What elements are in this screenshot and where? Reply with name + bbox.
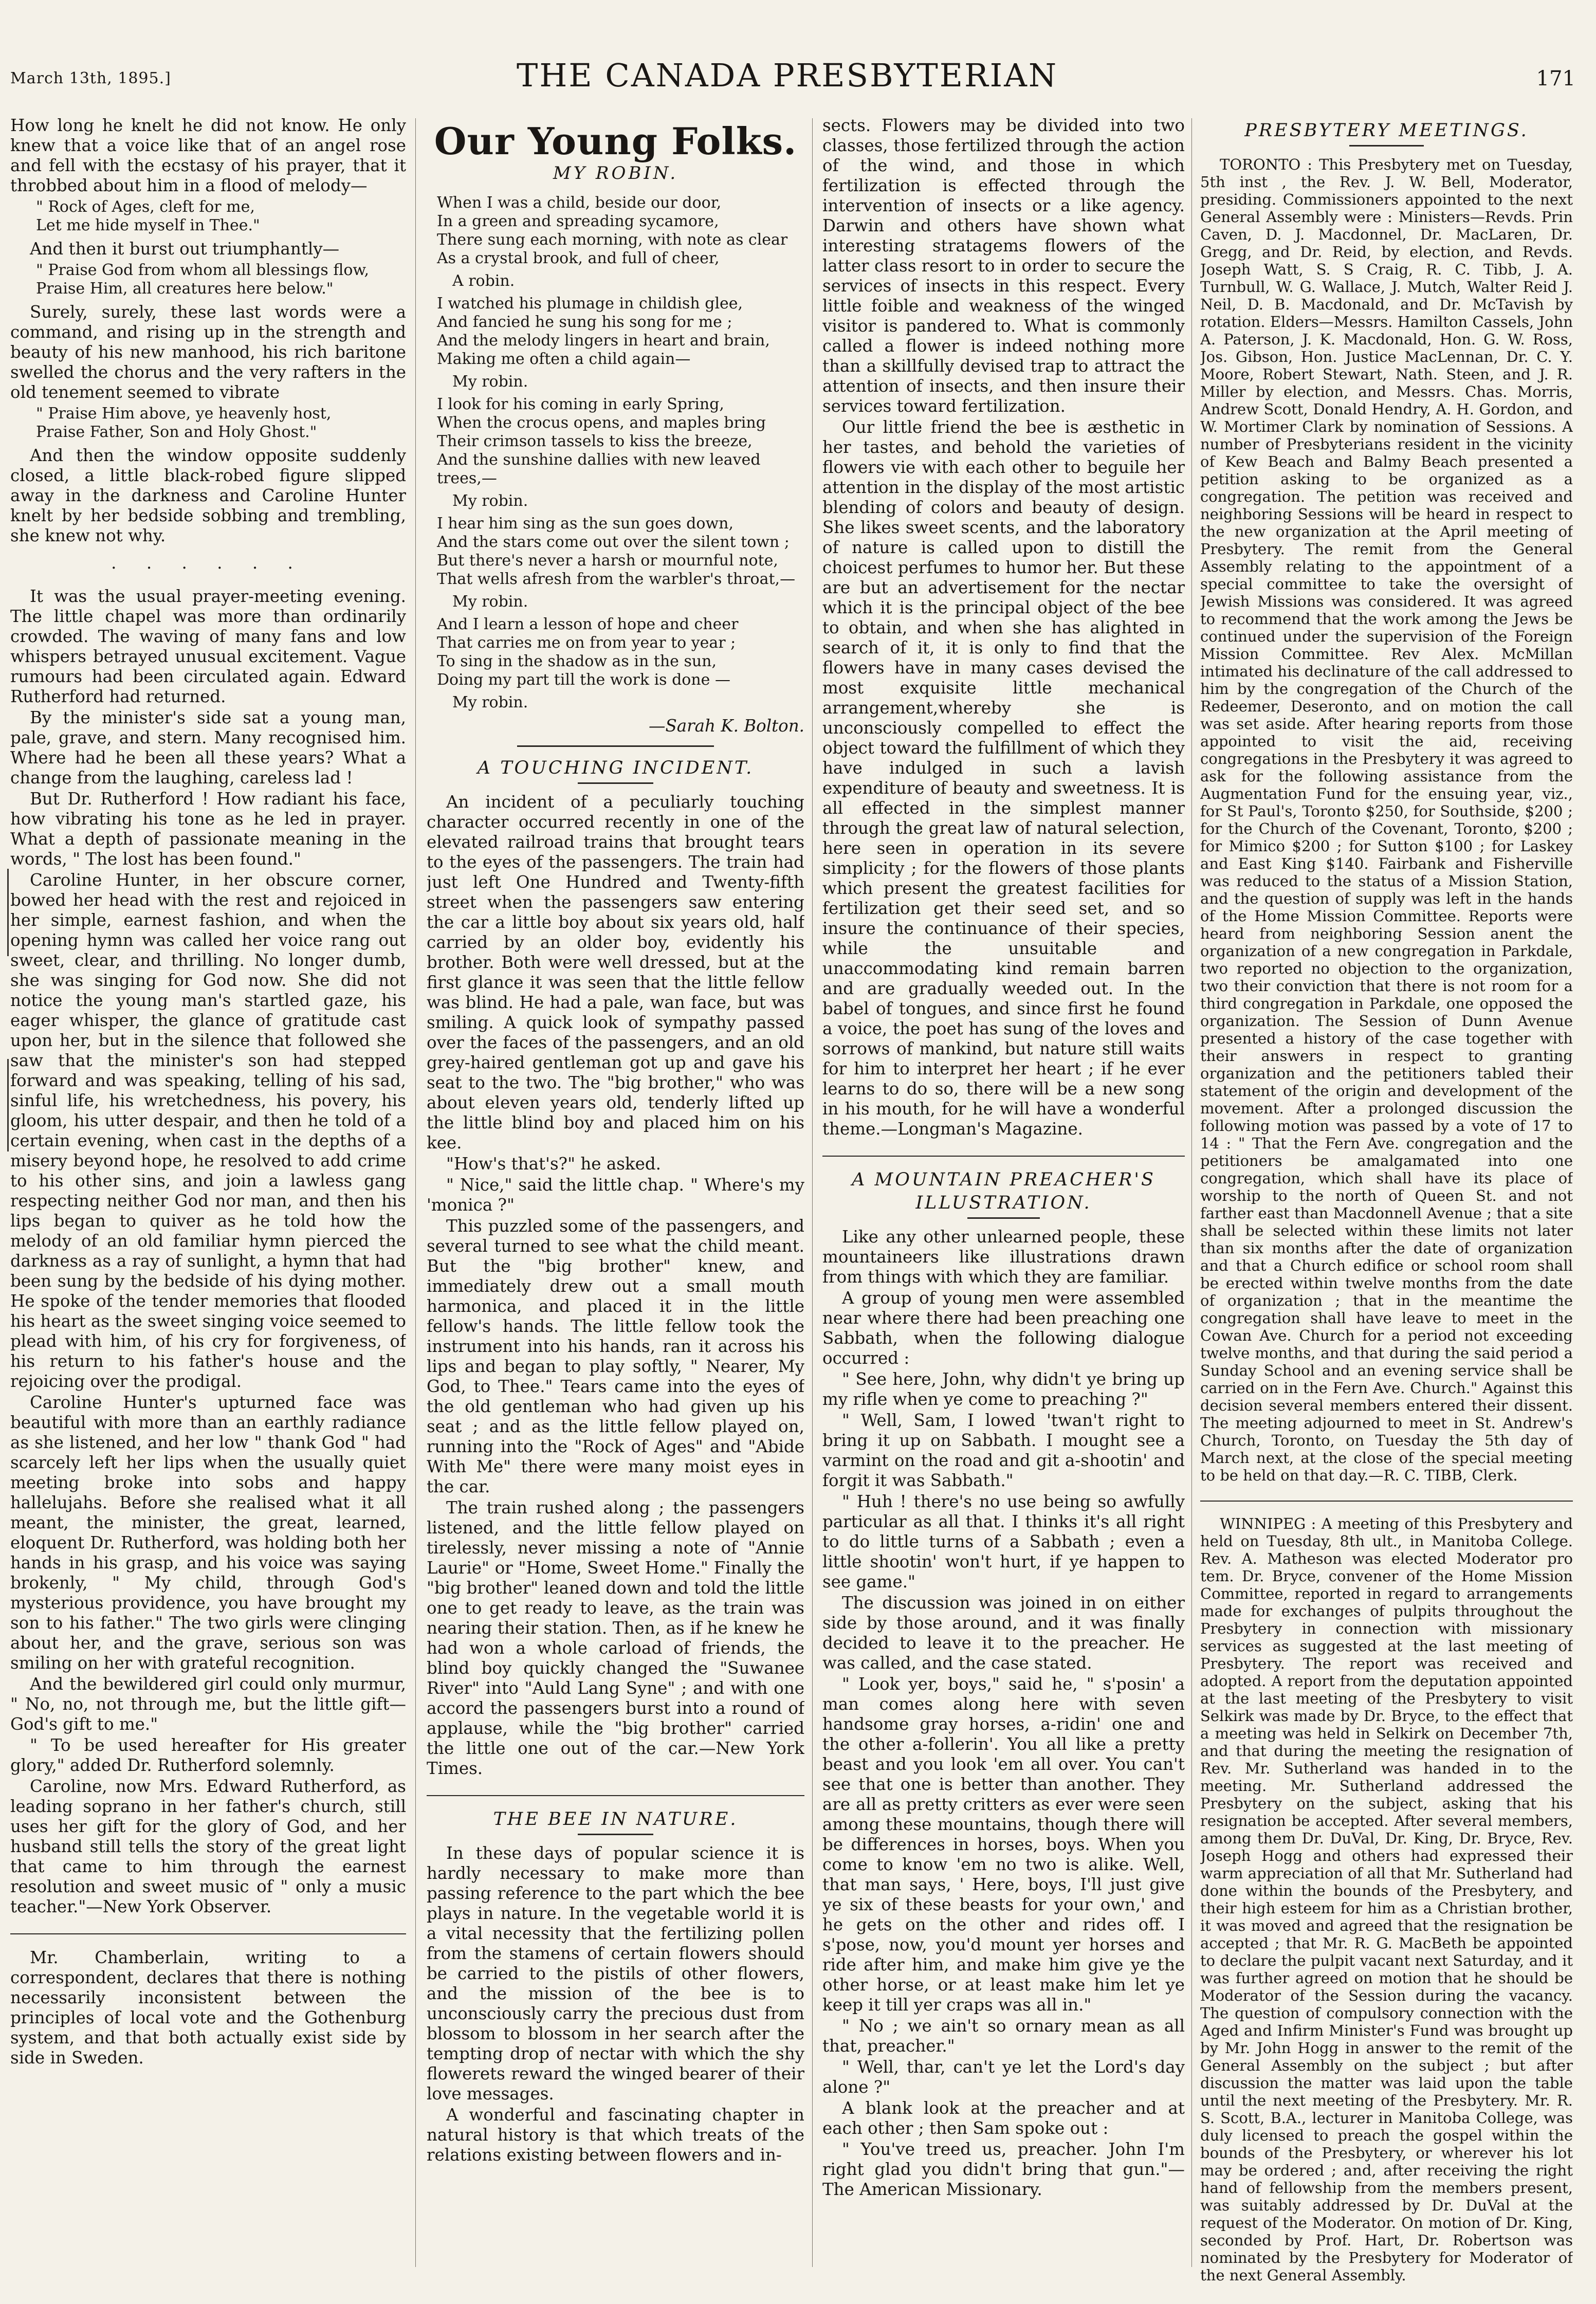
report-paragraph: TORONTO : This Presbytery met on Tuesday, 5th inst , the Rev. J. W. Bell, Moderator, presiding. Commissioners appointed to the next General Assembly were : Ministers—Revds. Prin Caven, D. J. Macdonnel, Dr. MacLaren, Dr. Gregg, and Dr. Reid, by election, and Revds. Joseph Watt, S. S Craig, R. C. Tibb, J. A. Turnbull, W. G. Wallace, J. Mutch, Walter Reid J. Neil, D. B. Macdonald, and Dr. McTavish by rotation. Elders—Messrs. Hamilton Cassels, John A. Paterson, J. K. Macdonald, Hon. G. W. Ross, Jos. Gibson, Hon. Justice MacLennan, Dr. C. Y. Moore, Robert Stewart, Nath. Steen, and J. R. Miller by election, and Messrs. Chas. Morris, Andrew Scott, Donald Hendry, A. H. Gordon, and W. Mortimer Clark by nomination of Sessions. A number of Presbyterians resident in the vicinity of Kew Beach and Balmy Beach presented a petition asking to be organized as a congregation. The petition was received and neighboring Sessions will be heard in respect to the new organization at the April meeting of Presbytery. The remit from the General Assembly relating to the appointment of a special committee to take the oversight of Jewish Missions was considered. It was agreed to recommend that the work among the Jews be continued under the supervision of the Foreign Mission Committee. Rev Alex. McMillan intimated his declinature of the call addressed to him by the congregation of the Church of the Redeemer, Deseronto, and on motion the call was set aside. After hearing reports from those appointed to visit the aid, receiving congregations in the Presbytery it was agreed to ask for the following assistance from the Augmentation Fund for the ensuing year, viz., for St Paul's, Toronto $250, for Southside, $200 ; for the Church of the Covenant, Toronto, $200 ; for Mimico $200 ; for Sutton $100 ; for Laskey and East King $140. Fairbank and Fisherville was reduced to the status of a Mission Station, and the question of supply was left in the hands of the Home Mission Committee. Reports were heard from neighboring Session anent the organization of a new congregation in Parkdale, two reported no objection to the organization, two their conviction that there is not room for a third congregation in Parkdale, one opposed the organization. The Session of Dunn Avenue presented a history of the case together with their answers in respect to granting organization and the petitioners tabled their statement of the origin and development of the movement. After a prolonged discussion the following motion was passed by a vote of 17 to 14 : " That the Fern Ave. congregation and the petitioners be amalgamated into one congregation, which shall have its place of worship to the north of Queen St. and not farther east than Macdonnell Avenue ; that a site shall be selected within these limits not later than six months after the date of organization and that a Church edifice or school room shall be erected within twelve months from the date of organization ; that in the meantime the congregation shall have leave to meet in the Cowan Ave. Church for a period not exceeding twelve months, and that during the said period a Sunday School and an evening service shall be carried on in the Fern Ave. Church." Against this decision several members entered their dissent. The meeting adjourned to meet in St. Andrew's Church, Toronto, on Tuesday the 5th day of March next, at the close of the special meeting to be held on that day.—R. C. TIBB, Clerk. <box>1200 156 1573 1484</box>
poem-refrain: My robin. <box>452 693 528 711</box>
article-title-line-2: ILLUSTRATION. <box>915 1193 1092 1213</box>
story-paragraph: And the bewildered girl could only murmur, " No, no, not through me, but the little gift—God's gift to me." <box>10 1674 406 1734</box>
article-paragraph: " Well, thar, can't ye let the Lord's day alone ?" <box>822 2057 1185 2097</box>
report-paragraph: WINNIPEG : A meeting of this Presbytery and held on Tuesday, 8th ult., in Manitoba College. Rev. A. Matheson was elected Moderator pro tem. Dr. Bryce, convener of the Home Mission Committee, reported in regard to arrangements made for exchanges of pulpits throughout the Presbytery in connection with missionary services as suggested at the last meeting of Presbytery. The report was received and adopted. A report from the deputation appointed at the last meeting of the Presbytery to visit Selkirk was made by Dr. Bryce, to the effect that a meeting was held in Selkirk on December 7th, and that during the meeting the resignation of Rev. Mr. Sutherland was handed in to the meeting. Mr. Sutherland addressed the Presbytery on the subject, asking that his resignation be accepted. After several members, among them Dr. DuVal, Dr. King, Dr. Bryce, Rev. Joseph Hogg and others had expressed their warm appreciation of all that Mr. Sutherland had done within the bounds of the Presbytery, and their high esteem for him as a Christian brother, it was moved and agreed that the resignation be accepted ; that Mr. R. G. MacBeth be appointed to declare the pulpit vacant next Saturday, and it was further agreed on motion that he should be Moderator of the Session during the vacancy. The question of compulsory connection with the Aged and Infirm Minister's Fund was brought up by Mr. John Hogg in answer to the remit of the General Assembly on the subject ; but after discussion the matter was laid upon the table until the next meeting of the Presbytery. Mr. R. S. Scott, B.A., lecturer in Manitoba College, was duly licensed to preach the gospel within the bounds of the Presbytery, or wherever his lot may be ordered ; and, after receiving the right hand of fellowship from the members present, was suitably addressed by Dr. DuVal at the request of the Moderator. On motion of Dr. King, seconded by Prof. Hart, Dr. Robertson was nominated by the Presbytery for Moderator of the next General Assembly. <box>1200 1515 1573 2284</box>
column-heading: PRESBYTERY MEETINGS. <box>1244 120 1529 141</box>
article-paragraph: The train rushed along ; the passengers listened, and the little fellow played on tirelessly, never missing a note of "Annie Laurie" or "Home, Sweet Home." Finally the "big brother" leaned down and told the little one to get ready to leave, as the train was nearing their station. Then, as if he knew he had won a whole carload of friends, the blind boy quickly changed the "Suwanee River" into "Auld Lang Syne" ; and with one accord the passengers burst into a round of applause, while the "big brother" carried the little one out of the car.—New York Times. <box>427 1498 804 1778</box>
hymn-quote: " Rock of Ages, cleft for me, Let me hide myself in Thee." <box>36 198 260 234</box>
story-paragraph: And then the window opposite suddenly closed, a little black-robed figure slipped away in the darkness and Caroline Hunter knelt by her bedside sobbing and trembling, she knew not why. <box>10 446 406 545</box>
column-4 <box>1200 116 1573 2285</box>
article-paragraph: A blank look at the preacher and at each other ; then Sam spoke out : <box>822 2098 1185 2138</box>
article-paragraph: " Nice," said the little chap. " Where's my 'monica ?" <box>427 1175 804 1215</box>
article-paragraph: In these days of popular science it is hardly necessary to make more than passing reference to the part which the bee plays in nature. In the vegetable world it is a vital necessity that the fertilizing pollen from the stamens of certain flowers should be carried to the pistils of other flowers, and the mission of the bee is to unconsciously carry the precious dust from blossom to blossom in her search after the tempting drop of nectar with which the shy flowerets reward the winged bearer of their love messages. <box>427 1843 804 2104</box>
article-paragraph: An incident of a peculiarly touching character occurred recently in one of the elevated railroad trains that brought tears to the eyes of the passengers. The train had just left One Hundred and Twenty-fifth street when the passengers saw entering the car a little boy about six years old, half carried by an older boy, evidently his brother. Both were well dressed, but at the first glance it was seen that the little fellow was blind. He had a pale, wan face, but was smiling. A quick look of sympathy passed over the faces of the passengers, and an old grey-haired gentleman got up and gave his seat to the two. The "big brother," who was about eleven years old, tenderly lifted up the little blind boy and placed him on his kee. <box>427 792 804 1153</box>
poem-title: MY ROBIN. <box>553 163 678 184</box>
story-paragraph: How long he knelt he did not know. He only knew that a voice like that of an angel rose and fell with the ecstasy of his prayer, that it throbbed about him in a flood of melody— <box>10 116 406 195</box>
article-paragraph: " No ; we ain't so ornary mean as all that, preacher." <box>822 2016 1185 2056</box>
article-paragraph: Our little friend the bee is æsthetic in her tastes, and behold the varieties of flowers vie with each other to beguile her attention in the display of the most artistic blending of colors and beauty of design. She likes sweet scents, and the laboratory of nature is called upon to distill the choicest perfumes to humor her. But these are but an advertisement for the nectar which it is the principal object of the bee to obtain, and when she has alighted in search of it, it is only to find that the flowers have in many cases devised the most exquisite little mechanical arrangement,whereby she is unconsciously compelled to effect the object toward the fulfillment of which they have indulged in such a lavish expenditure of beauty and sweetness. It is all effected in the simplest manner through the great law of natural selection, here seen in operation in its severe simplicity ; for the flowers of those plants which present the greatest facilities for fertilization get their seed set, and so insure the continuance of their species, while the unsuitable and unaccommodating kind remain barren and are gradually weeded out. In the babel of tongues, and since first he found a voice, the poet has sung of the loves and sorrows of mankind, but nature still waits for him to interpret her heart ; if he ever learns to do so, there will be a new song in his mouth, for he will have a wonderful theme.—Longman's Magazine. <box>822 417 1185 1139</box>
article-paragraph: " Well, Sam, I lowed 'twan't right to bring it up on Sabbath. I mought see a varmint on the road and git a-shootin' and forgit it was Sabbath." <box>822 1411 1185 1490</box>
hymn-quote: " Praise Him above, ye heavenly host, Praise Father, Son and Holy Ghost." <box>36 405 332 441</box>
divider <box>10 1933 406 1934</box>
column-rule-3 <box>1191 118 1192 2267</box>
article-paragraph: " You've treed us, preacher. John I'm right glad you didn't bring that gun."—The American Missionary. <box>822 2140 1185 2199</box>
newspaper-title: THE CANADA PRESBYTERIAN <box>517 57 1058 94</box>
story-paragraph: It was the usual prayer-meeting evening. The little chapel was more than ordinarily crowded. The waving of many fans and low whispers betrayed unusual excitement. Vague rumours had been circulated again. Edward Rutherford had returned. <box>10 587 406 706</box>
divider <box>1349 145 1424 147</box>
section-heading: Our Young Folks. <box>434 119 797 163</box>
story-paragraph: But Dr. Rutherford ! How radiant his face, how vibrating his tone as he led in prayer. What a depth of passionate meaning in the words, " The lost has been found." <box>10 789 406 869</box>
divider <box>822 1156 1185 1157</box>
article-paragraph: " See here, John, why didn't ye bring up my rifle when ye come to preaching ?" <box>822 1369 1185 1409</box>
divider <box>427 1795 804 1796</box>
article-paragraph: "How's that's?" he asked. <box>446 1154 661 1174</box>
article-paragraph: sects. Flowers may be divided into two classes, those fertilized through the action of the wind, and those in which fertilization is effected through the intervention of insects or a like agency. Darwin and others have shown what interesting stratagems flowers of the latter class resort to in order to secure the services of insects in this respect. Every little foible and weakness of the winged visitor is pandered to. What is commonly called a flower is indeed nothing more than a skillfully devised trap to attract the attention of insects, and then insure their services toward fertilization. <box>822 116 1185 416</box>
article-paragraph: Like any other unlearned people, these mountaineers like illustrations drawn from things with which they are familiar. <box>822 1227 1185 1287</box>
issue-date: March 13th, 1895.] <box>10 69 171 87</box>
article-paragraph: " Look yer, boys," said he, " s'posin' a man comes along here with seven handsome gray horses, a-ridin' one and the other a-follerin'. You all like a pretty beast and you look 'em all over. You can't see that one is better than another. They are all as pretty critters as ever were seen among these mountains, though there will be differences in horses, boys. When you come to know 'em no two is alike. Well, that man says, ' Here, boys, I'll just give ye six of these beasts for your own,' and he gets on the other and rides off. I s'pose, now, you'd mount yer horses and ride after him, and make him give ye the other horse, or at least make him let ye keep it till yer craps was all in." <box>822 1674 1185 2015</box>
divider <box>1200 1501 1573 1502</box>
divider <box>517 745 713 747</box>
poem-refrain: My robin. <box>452 593 528 611</box>
section-break-dots: . . . . . . <box>111 553 305 573</box>
story-paragraph: Surely, surely, these last words were a command, and rising up in the strength and beauty of his new manhood, his rich baritone swelled the chorus and the very rafters in the old tenement seemed to vibrate <box>10 302 406 402</box>
poem-stanza: I look for his coming in early Spring, When the crocus opens, and maples bring Their crimson tassels to kiss the breeze, And the sunshine dallies with new leaved trees,— <box>437 395 766 487</box>
story-paragraph: " To be used hereafter for His greater glory," added Dr. Rutherford solemnly. <box>10 1735 406 1775</box>
margin-line-1 <box>7 869 9 956</box>
divider <box>578 1834 653 1835</box>
story-paragraph: And then it burst out triumphantly— <box>30 239 340 259</box>
article-title: A MOUNTAIN PREACHER'S <box>852 1169 1155 1190</box>
poem-stanza: When I was a child, beside our door, In a green and spreading sycamore, There sung each morning, with note as clear As a crystal brook, and full of cheer, <box>437 194 788 267</box>
article-paragraph: The discussion was joined in on either side by those around, and it was finally decided to leave it to the preacher. He was called, and the case stated. <box>822 1593 1185 1673</box>
column-rule-1 <box>415 118 416 2267</box>
column-3 <box>822 116 1185 2285</box>
divider <box>967 1217 1040 1219</box>
column-2 <box>427 116 804 2285</box>
article-paragraph: A group of young men were assembled near where there had been preaching one Sabbath, when the following dialogue occurred : <box>822 1288 1185 1368</box>
story-paragraph: Caroline Hunter's upturned face was beautiful with more than an earthly radiance as she listened, and her low " thank God " had scarcely left her lips when the usually quiet meeting broke into sobs and happy hallelujahs. Before she realised what it all meant, the minister, the great, learned, eloquent Dr. Rutherford, was holding both her hands in his grasp, and his voice was saying brokenly, " My child, through God's mysterious providence, you have brought my son to his father." The two girls were clinging about her, and the grave, serious son was smiling on her with grateful recognition. <box>10 1393 406 1673</box>
winnipeg-report <box>1200 1515 1573 2284</box>
page-number: 171 <box>1536 67 1575 90</box>
news-item: Mr. Chamberlain, writing to a correspondent, declares that there is nothing necessarily inconsistent between the principles of local vote and the Gothenburg system, and that both actually exist side by side in Sweden. <box>10 1948 406 2068</box>
article-paragraph: A wonderful and fascinating chapter in natural history is that which treats of the relations existing between flowers and in- <box>427 2105 804 2165</box>
story-paragraph: Caroline, now Mrs. Edward Rutherford, as leading soprano in her father's church, still uses her gift for the glory of God, and her husband still tells the story of the great light that came to him through the earnest resolution and sweet music of " only a music teacher."—New York Observer. <box>10 1777 406 1916</box>
column-rule-2 <box>812 118 813 2267</box>
story-paragraph: By the minister's side sat a young man, pale, grave, and stern. Many recognised him. Where had he been all these years? What a change from the laughing, careless lad ! <box>10 708 406 788</box>
page-header <box>0 0 1596 103</box>
article-paragraph: " Huh ! there's no use being so awfully particular as all that. I thinks it's all right to do little turns of a Sabbath ; even a little shootin' won't hurt, if ye happen to see game." <box>822 1492 1185 1592</box>
column-1 <box>10 116 406 2285</box>
poem-refrain: My robin. <box>452 373 528 391</box>
story-paragraph: Caroline Hunter, in her obscure corner, bowed her head with the rest and rejoiced in her simple, earnest fashion, and when the opening hymn was called her voice rang out sweet, clear, and thrilling. No longer dumb, she was singing for God now. She did not notice the young man's startled gaze, his eager whisper, the glance of gratitude cast upon her, but in the silence that followed she saw that the minister's son had stepped forward and was speaking, telling of his sad, sinful life, his wretchedness, his povery, his gloom, his utter despair, and then he told of a certain evening, when cast in the depths of a misery beyond hope, he resolved to add crime to his other sins, and join a lawless gang respecting neither God nor man, and then his lips began to quiver as he told how the melody of an old familiar hymn pierced the darkness as a ray of sunlight, a hymn that had been sung by the bedside of his dying mother. He spoke of the tender memories that flooded his heart as the sweet singing voice seemed to plead with him, of his cry for forgiveness, of his return to his father's house and the rejoicing over the prodigal. <box>10 870 406 1391</box>
toronto-report <box>1200 156 1573 1484</box>
poem-stanza: I hear him sing as the sun goes down, And the stars come out over the silent town ; But there's never a harsh or mournful note, That wells afresh from the warbler's throat,— <box>437 515 796 588</box>
margin-line-2 <box>7 1059 9 1151</box>
article-paragraph: This puzzled some of the passengers, and several turned to see what the child meant. But the "big brother" knew, and immediately drew out a small mouth harmonica, and placed it in the little fellow's hands. The little fellow took the instrument into his hands, ran it across his lips and began to play softly, " Nearer, My God, to Thee." Tears came into the eyes of the old gentleman who had given up his seat ; and as the little fellow played on, running into the "Rock of Ages" and "Abide With Me" there were many moist eyes in the car. <box>427 1216 804 1496</box>
poem-refrain: My robin. <box>452 492 528 510</box>
poem-refrain: A robin. <box>452 272 515 290</box>
hymn-quote: " Praise God from whom all blessings flow, Praise Him, all creatures here below." <box>36 261 370 298</box>
poem-stanza: And I learn a lesson of hope and cheer That carries me on from year to year ; To sing in the shadow as in the sun, Doing my part till the work is done — <box>437 615 739 689</box>
poem-stanza: I watched his plumage in childish glee, And fancied he sung his song for me ; And the melody lingers in heart and brain, Making me often a child again— <box>437 295 770 368</box>
poem-author: —Sarah K. Bolton. <box>649 716 804 736</box>
article-title: THE BEE IN NATURE. <box>493 1809 738 1830</box>
article-title: A TOUCHING INCIDENT. <box>477 758 754 778</box>
divider <box>578 782 653 784</box>
